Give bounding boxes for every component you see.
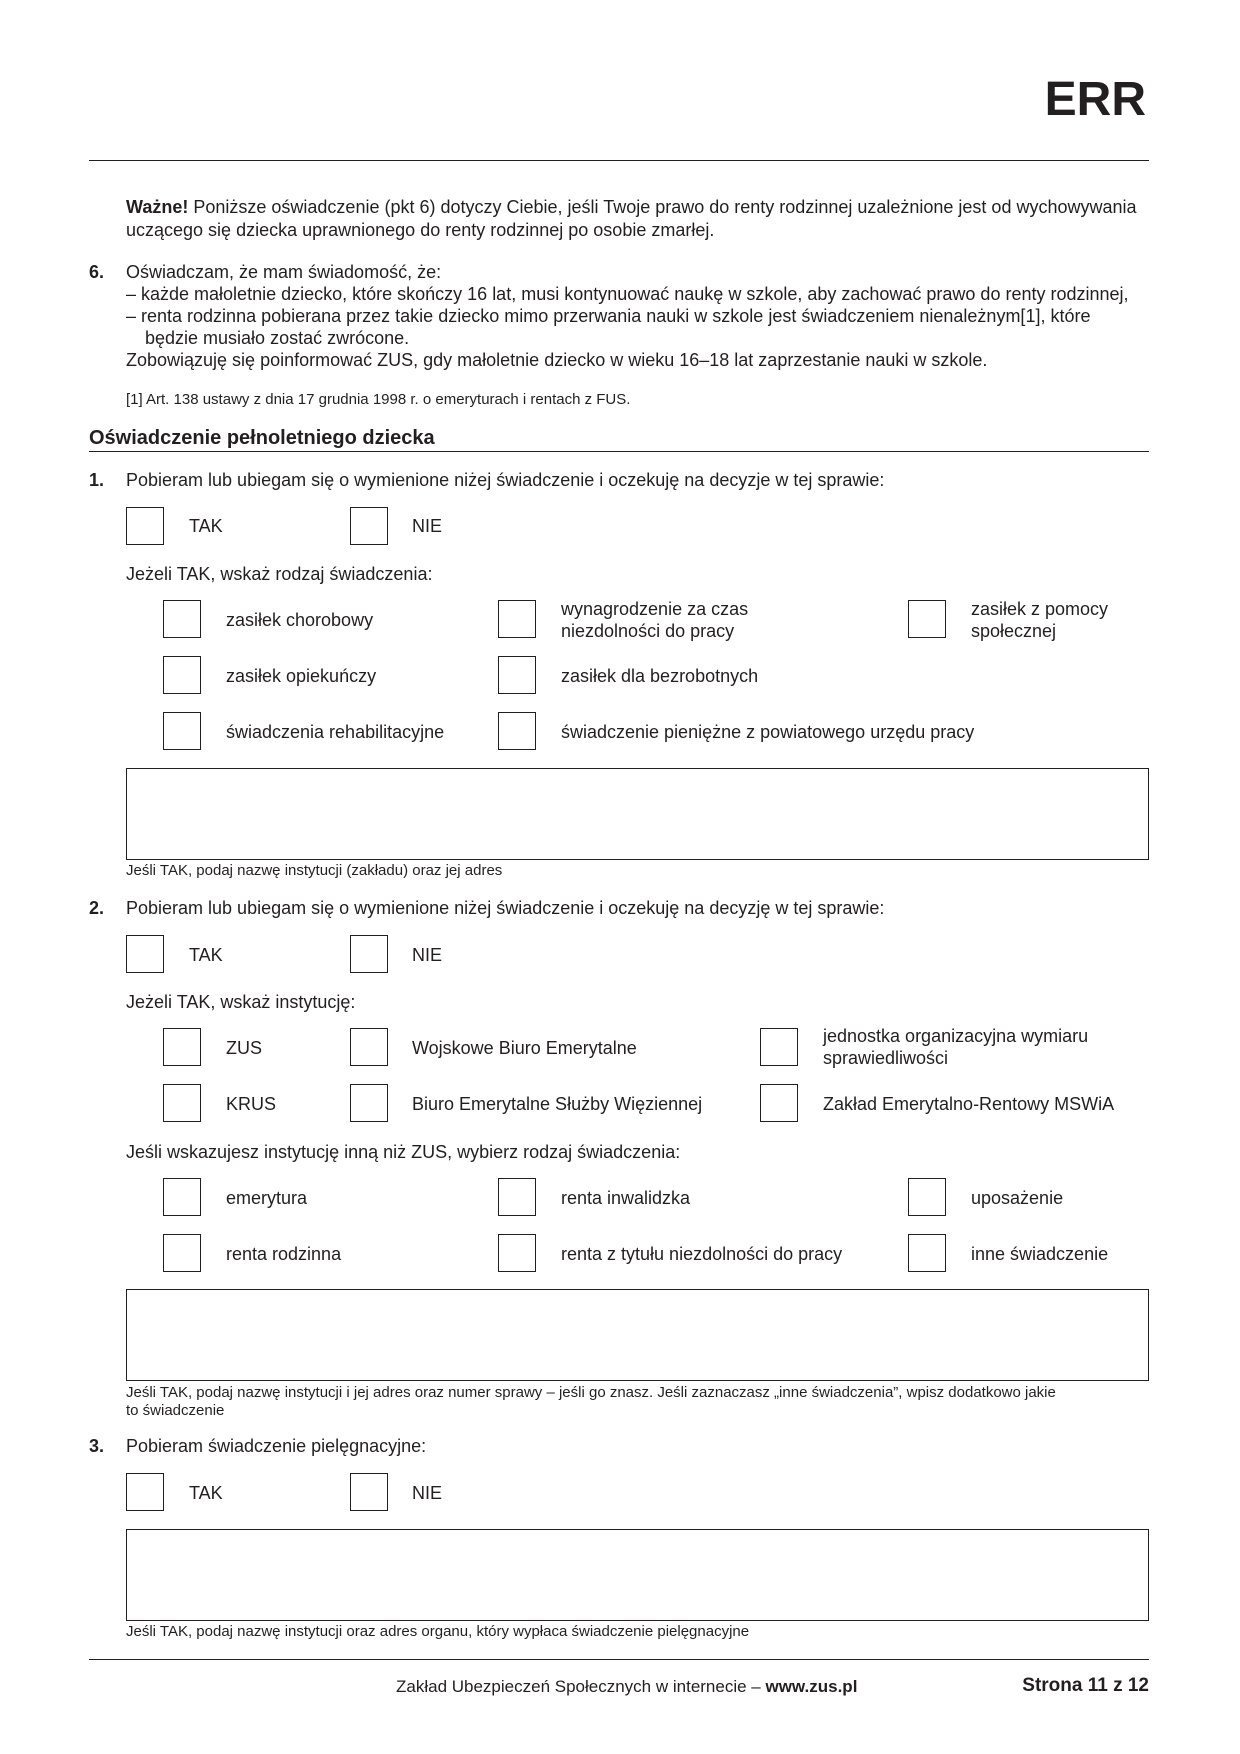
- q2-justice-unit-label-1: jednostka organizacyjna wymiaru: [823, 1026, 1089, 1046]
- q2-justice-unit-label-2: sprawiedliwości: [823, 1048, 949, 1068]
- q2-institution-input[interactable]: [126, 1289, 1149, 1381]
- q1-social-aid-checkbox[interactable]: [908, 600, 946, 638]
- q3-tak-checkbox[interactable]: [126, 1473, 164, 1511]
- q2-text: Pobieram lub ubiegam się o wymienione niżej świadczenie i oczekuję na decyzję w tej sprawie:: [126, 898, 885, 918]
- q2-nie-label: NIE: [412, 945, 443, 965]
- q2-justice-unit-checkbox[interactable]: [760, 1028, 798, 1066]
- page-number: Strona 11 z 12: [1022, 1675, 1149, 1696]
- q2-nie-checkbox[interactable]: [350, 935, 388, 973]
- q2-mswia-label: Zakład Emerytalno-Rentowy MSWiA: [823, 1094, 1115, 1114]
- q2-disability-label: renta inwalidzka: [561, 1188, 691, 1208]
- q2-wbe-checkbox[interactable]: [350, 1028, 388, 1066]
- q1-text: Pobieram lub ubiegam się o wymienione niżej świadczenie i oczekuję na decyzje w tej sprawie:: [126, 470, 885, 490]
- q2-family-pension-label: renta rodzinna: [226, 1244, 342, 1264]
- point-6-bullet-1: – każde małoletnie dziecko, które skończy 16 lat, musi kontynuować naukę w szkole, aby zachować prawo do renty rodzinnej,: [126, 284, 1129, 304]
- q2-incapacity-checkbox[interactable]: [498, 1234, 536, 1272]
- q3-nie-label: NIE: [412, 1483, 443, 1503]
- q2-incapacity-label: renta z tytułu niezdolności do pracy: [561, 1244, 843, 1264]
- q3-institution-input[interactable]: [126, 1529, 1149, 1621]
- q1-wage-label-2: niezdolności do pracy: [561, 621, 735, 641]
- q1-labour-office-label: świadczenie pieniężne z powiatowego urzędu pracy: [561, 722, 975, 742]
- q3-nie-checkbox[interactable]: [350, 1473, 388, 1511]
- footer-text: [396, 1676, 857, 1698]
- point-6-commitment: Zobowiązuję się poinformować ZUS, gdy małoletnie dziecko w wieku 16–18 lat zaprzestanie nauki w szkole.: [126, 350, 988, 370]
- q2-salary-label: uposażenie: [971, 1188, 1064, 1208]
- document-code: ERR: [1044, 73, 1146, 126]
- q1-care-benefit-checkbox[interactable]: [163, 656, 201, 694]
- q2-pension-checkbox[interactable]: [163, 1178, 201, 1216]
- q1-tak-checkbox[interactable]: [126, 507, 164, 545]
- q1-labour-office-checkbox[interactable]: [498, 712, 536, 750]
- header-divider: [89, 160, 1149, 161]
- q2-krus-checkbox[interactable]: [163, 1084, 201, 1122]
- section-divider: [89, 451, 1149, 452]
- notice-line-2: uczącego się dziecka uprawnionego do renty rodzinnej po osobie zmarłej.: [126, 220, 715, 240]
- q2-salary-checkbox[interactable]: [908, 1178, 946, 1216]
- q2-other-benefit-label: inne świadczenie: [971, 1244, 1109, 1264]
- q1-unemployment-checkbox[interactable]: [498, 656, 536, 694]
- q1-rehab-checkbox[interactable]: [163, 712, 201, 750]
- q1-wage-checkbox[interactable]: [498, 600, 536, 638]
- point-6-bullet-2a: – renta rodzinna pobierana przez takie dziecko mimo przerwania nauki w szkole jest świadczeniem nienależnym[1], które: [126, 306, 1091, 326]
- q1-box-caption: Jeśli TAK, podaj nazwę instytucji (zakładu) oraz jej adres: [126, 862, 503, 879]
- point-6-intro: Oświadczam, że mam świadomość, że:: [126, 262, 442, 282]
- q2-other-institution-text: Jeśli wskazujesz instytucję inną niż ZUS, wybierz rodzaj świadczenia:: [126, 1142, 681, 1162]
- q2-other-benefit-checkbox[interactable]: [908, 1234, 946, 1272]
- q2-box-caption-2: to świadczenie: [126, 1402, 225, 1419]
- q1-institution-input[interactable]: [126, 768, 1149, 860]
- q1-if-yes: Jeżeli TAK, wskaż rodzaj świadczenia:: [126, 564, 433, 584]
- q2-number: 2.: [89, 898, 105, 918]
- q1-social-aid-label-1: zasiłek z pomocy: [971, 599, 1109, 619]
- q2-zus-checkbox[interactable]: [163, 1028, 201, 1066]
- q2-wbe-label: Wojskowe Biuro Emerytalne: [412, 1038, 637, 1058]
- q1-social-aid-label-2: społecznej: [971, 621, 1057, 641]
- q3-text: Pobieram świadczenie pielęgnacyjne:: [126, 1436, 427, 1456]
- q2-family-pension-checkbox[interactable]: [163, 1234, 201, 1272]
- q2-zus-label: ZUS: [226, 1038, 262, 1058]
- q3-number: 3.: [89, 1436, 105, 1456]
- footer-label: Zakład Ubezpieczeń Społecznych w internecie –: [396, 1677, 766, 1696]
- q1-nie-label: NIE: [412, 516, 443, 536]
- q1-wage-label-1: wynagrodzenie za czas: [561, 599, 749, 619]
- point-6-bullet-2b: będzie musiało zostać zwrócone.: [145, 328, 410, 348]
- notice-label: Ważne!: [126, 197, 189, 217]
- q2-prison-service-label: Biuro Emerytalne Służby Więziennej: [412, 1094, 703, 1114]
- q1-tak-label: TAK: [189, 516, 223, 536]
- footnote: [1] Art. 138 ustawy z dnia 17 grudnia 1998 r. o emeryturach i rentach z FUS.: [126, 391, 631, 408]
- q1-rehab-label: świadczenia rehabilitacyjne: [226, 722, 445, 742]
- q2-prison-service-checkbox[interactable]: [350, 1084, 388, 1122]
- q2-tak-checkbox[interactable]: [126, 935, 164, 973]
- q2-if-yes: Jeżeli TAK, wskaż instytucję:: [126, 992, 356, 1012]
- q3-box-caption: Jeśli TAK, podaj nazwę instytucji oraz adres organu, który wypłaca świadczenie pielęgnacyjne: [126, 1623, 750, 1640]
- q2-box-caption-1: Jeśli TAK, podaj nazwę instytucji i jej adres oraz numer sprawy – jeśli go znasz. Jeśli zaznaczasz „inne świadczenia”, wpisz dodatkowo jakie: [126, 1384, 1056, 1401]
- q1-number: 1.: [89, 470, 105, 490]
- section-title: Oświadczenie pełnoletniego dziecka: [89, 427, 435, 449]
- q1-nie-checkbox[interactable]: [350, 507, 388, 545]
- notice-text-1: Poniższe oświadczenie (pkt 6) dotyczy Ciebie, jeśli Twoje prawo do renty rodzinnej uzależnione jest od wychowywania: [193, 197, 1137, 217]
- q1-sick-benefit-checkbox[interactable]: [163, 600, 201, 638]
- q1-unemployment-label: zasiłek dla bezrobotnych: [561, 666, 759, 686]
- footer-divider: [89, 1659, 1149, 1660]
- q2-pension-label: emerytura: [226, 1188, 308, 1208]
- point-6-number: 6.: [89, 262, 105, 282]
- q2-krus-label: KRUS: [226, 1094, 277, 1114]
- q1-sick-benefit-label: zasiłek chorobowy: [226, 610, 374, 630]
- footer-link[interactable]: www.zus.pl: [765, 1677, 858, 1696]
- q2-mswia-checkbox[interactable]: [760, 1084, 798, 1122]
- notice-line-1: [126, 196, 1137, 218]
- q2-tak-label: TAK: [189, 945, 223, 965]
- q3-tak-label: TAK: [189, 1483, 223, 1503]
- q2-disability-checkbox[interactable]: [498, 1178, 536, 1216]
- q1-care-benefit-label: zasiłek opiekuńczy: [226, 666, 377, 686]
